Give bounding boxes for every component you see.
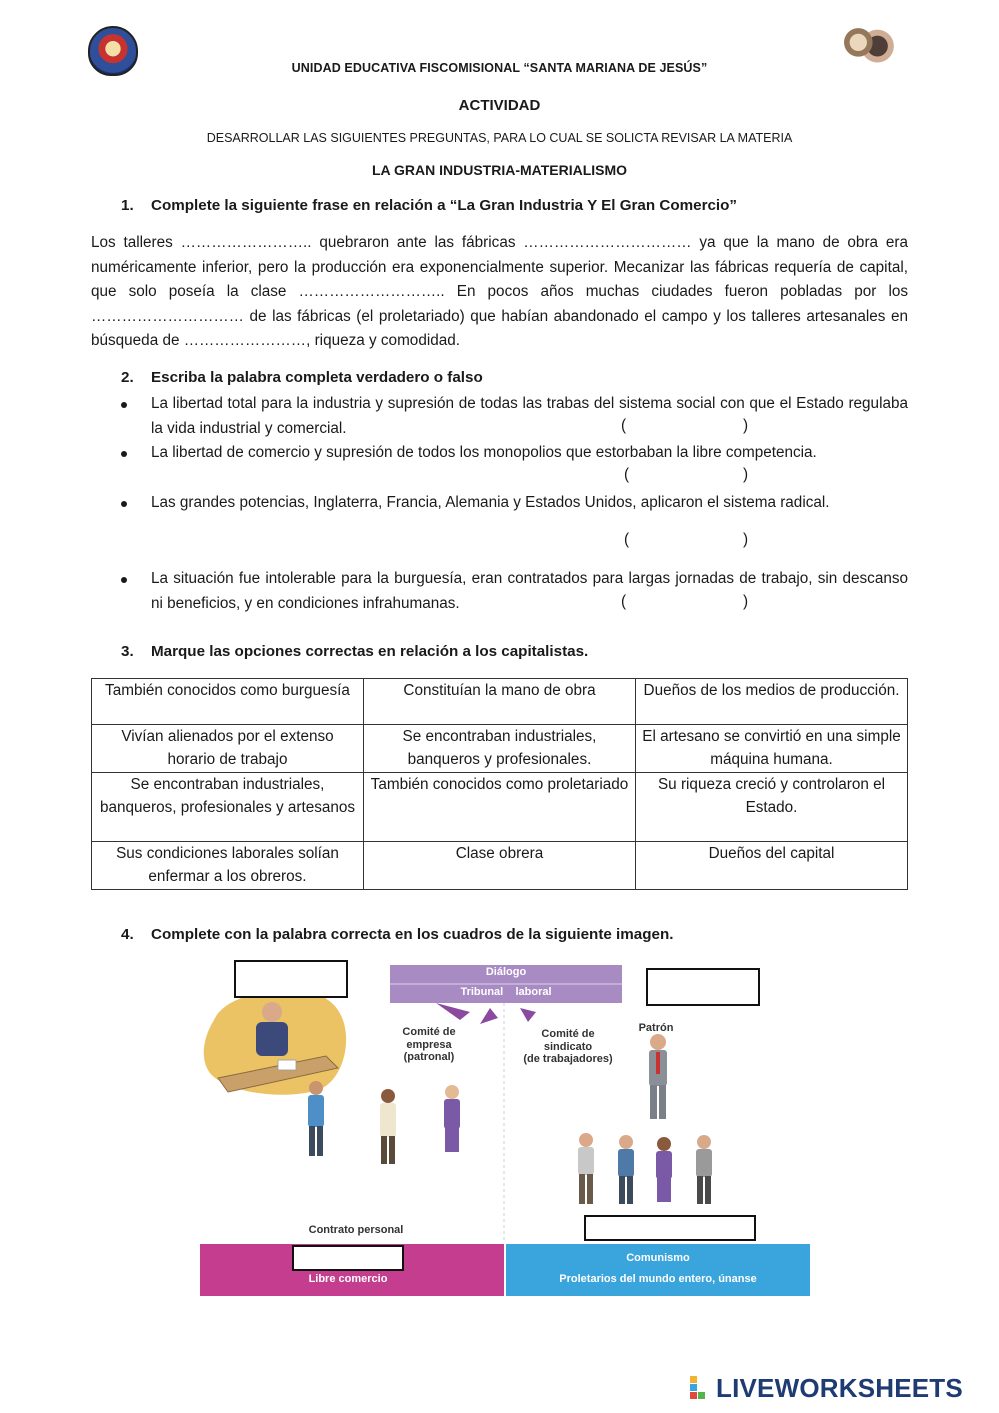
option-cell[interactable]: Sus condiciones laborales solían enfermar a los obreros. [92,842,364,890]
table-row [92,725,908,773]
option-cell[interactable]: Se encontraban industriales, banqueros, profesionales y artesanos [92,773,364,842]
boss-person [262,1002,282,1022]
statement-3: Las grandes potencias, Inglaterra, Francia, Alemania y Estados Unidos, aplicaron el sistema radical. [151,494,830,511]
option-cell[interactable]: El artesano se convirtió en una simple máquina humana. [636,725,908,773]
libre-comercio-label: Libre comercio [308,1273,388,1285]
list-item [121,491,908,516]
list-item [121,441,908,466]
people-right-group [578,1133,712,1204]
option-cell[interactable]: Su riqueza creció y controlaron el Estado. [636,773,908,842]
option-cell[interactable]: Dueños de los medios de producción. [636,679,908,725]
contrato-label: Contrato personal [308,1224,404,1236]
answer-2-close: ) [743,466,749,483]
answer-3-input[interactable] [636,532,738,552]
statement-1: La libertad total para la industria y supresión de todas las trabas del sistema social con que el Estado regulaba la vida industrial y comercial. [151,395,908,437]
answer-box-4[interactable] [292,1245,404,1271]
answer-box-1[interactable] [234,960,348,998]
liveworksheets-logo-icon [690,1376,714,1400]
answer-2-open: ( [624,466,630,483]
question-1-title: Complete la siguiente frase en relación a “La Gran Industria Y El Gran Comercio” [151,197,738,214]
option-cell[interactable]: Constituían la mano de obra [364,679,636,725]
activity-title: ACTIVIDAD [458,97,541,114]
option-cell[interactable]: También conocidos como burguesía [92,679,364,725]
arrow-left-icon [436,1003,470,1020]
answer-1-open: ( [621,417,627,434]
instruction-text: DESARROLLAR LAS SIGUIENTES PREGUNTAS, PARA LO CUAL SE SOLICTA REVISAR LA MATERIA [206,131,793,145]
topic-title: LA GRAN INDUSTRIA-MATERIALISMO [371,162,628,178]
comite-empresa-label: Comité de empresa (patronal) [402,1026,456,1063]
question-4-number: 4. [121,926,134,943]
school-name: UNIDAD EDUCATIVA FISCOMISIONAL “SANTA MARIANA DE JESÚS” [291,61,708,75]
list-item [121,567,908,616]
answer-2-input[interactable] [636,467,738,487]
table-row [92,679,908,725]
answer-box-3[interactable] [584,1215,756,1241]
comite-sindicato-label: Comité de sindicato (de trabajadores) [523,1028,613,1065]
tribunal-label: Tribunal laboral [460,986,552,998]
options-table [91,678,908,890]
arrow-right-icon [520,1008,536,1022]
diagram-figure [198,960,810,1297]
option-cell[interactable]: Dueños del capital [636,842,908,890]
answer-box-2[interactable] [646,968,760,1006]
dialogo-label: Diálogo [485,966,527,978]
question-4-title: Complete con la palabra correcta en los cuadros de la siguiente imagen. [151,926,674,943]
statement-2: La libertad de comercio y supresión de todos los monopolios que estorbaban la libre competencia. [151,444,817,461]
question-2-title: Escriba la palabra completa verdadero o falso [151,369,483,386]
question-3-number: 3. [121,643,134,660]
answer-4-close: ) [743,593,749,610]
answer-4-input[interactable] [634,594,738,614]
people-left-group [308,1081,460,1164]
option-cell[interactable]: Clase obrera [364,842,636,890]
statement-4: La situación fue intolerable para la burguesía, eran contratados para largas jornadas de trabajo, sin descanso ni beneficios, y en condiciones infrahumanas. [151,570,908,612]
table-row [92,842,908,890]
comunismo-label: Comunismo [626,1252,690,1264]
option-cell[interactable]: También conocidos como proletariado [364,773,636,842]
option-cell[interactable]: Vivían alienados por el extenso horario de trabajo [92,725,364,773]
liveworksheets-brand[interactable]: LIVEWORKSHEETS [716,1373,963,1403]
diagram-illustration [198,960,810,1297]
patron-person [649,1034,667,1119]
question-1-number: 1. [121,197,134,214]
option-cell[interactable]: Se encontraban industriales, banqueros y profesionales. [364,725,636,773]
table-row [92,773,908,842]
proletarios-label: Proletarios del mundo entero, únanse [559,1273,757,1285]
question-3-title: Marque las opciones correctas en relación a los capitalistas. [151,643,589,660]
list-item [121,392,908,441]
patron-label: Patrón [638,1022,674,1034]
question-1-paragraph: Los talleres …………………….. quebraron ante las fábricas …………………………… ya que la mano de obra era numéricamente inferior, pero la producción era exponencialmente superior. Mecanizar las fábricas requería de capital, que solo poseía la clase ……………………….. En pocos años muchas ciudades fueron pobladas por los ………………………… de las fábricas (el proletariado) que habían abandonado el campo y los talleres artesanales en búsqueda de ……………………, riqueza y comodidad. [91,234,908,350]
question-2-number: 2. [121,369,134,386]
answer-4-open: ( [621,593,627,610]
answer-3-close: ) [743,531,749,548]
answer-1-close: ) [743,417,749,434]
answer-1-input[interactable] [634,418,738,438]
answer-3-open: ( [624,531,630,548]
